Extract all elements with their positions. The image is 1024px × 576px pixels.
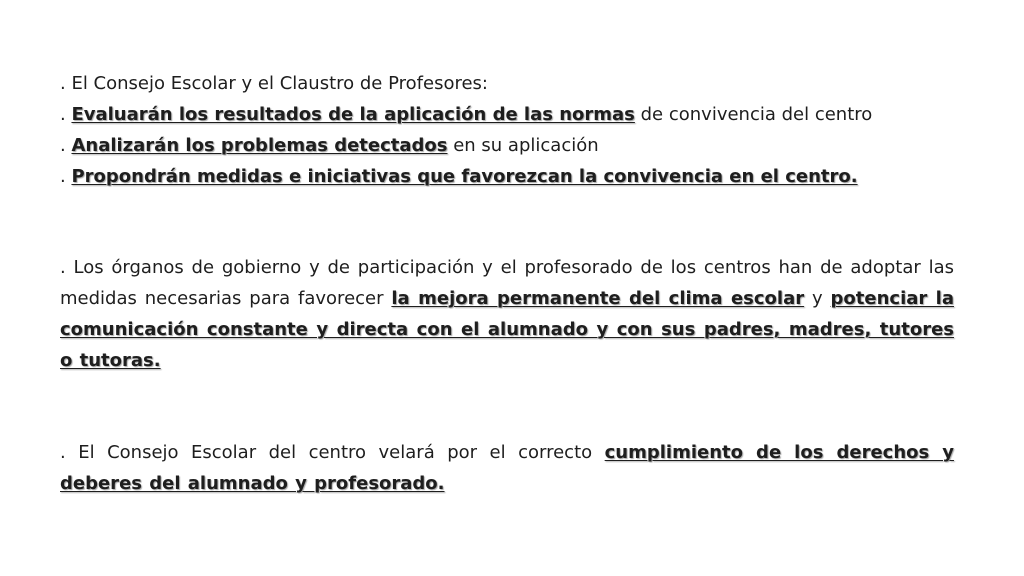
emphasized-text: la mejora permanente del clima escolar [391, 288, 805, 309]
list-item [60, 99, 954, 130]
emphasized-text: Analizarán los problemas detectados [71, 135, 448, 156]
emphasized-text: cumplimiento de los derechos y deberes del alumnado y profesorado. [60, 442, 954, 494]
emphasized-text: Propondrán medidas e iniciativas que favorezcan la convivencia en el centro. [71, 166, 858, 187]
body-text: y [804, 288, 831, 309]
emphasized-text: potenciar la comunicación constante y directa con el alumnado y con sus padres, madres, tutores o tutoras. [60, 288, 954, 371]
council-functions-list [60, 68, 954, 192]
list-item [60, 68, 954, 99]
bullet-dot: . [60, 135, 72, 156]
governing-bodies-paragraph [60, 252, 954, 376]
list-heading: . El Consejo Escolar y el Claustro de Profesores: [60, 73, 488, 94]
bullet-dot: . [60, 104, 72, 125]
body-text: . El Consejo Escolar del centro velará por el correcto [60, 442, 605, 463]
emphasized-text: Evaluarán los resultados de la aplicación de las normas [71, 104, 635, 125]
body-text: . Los órganos de gobierno y de participación y el profesorado de los centros han de adoptar las medidas necesarias para favorecer [60, 257, 954, 309]
list-item [60, 161, 954, 192]
bullet-dot: . [60, 166, 72, 187]
body-text: en su aplicación [447, 135, 599, 156]
school-council-paragraph [60, 437, 954, 499]
body-text: de convivencia del centro [634, 104, 873, 125]
list-item [60, 130, 954, 161]
